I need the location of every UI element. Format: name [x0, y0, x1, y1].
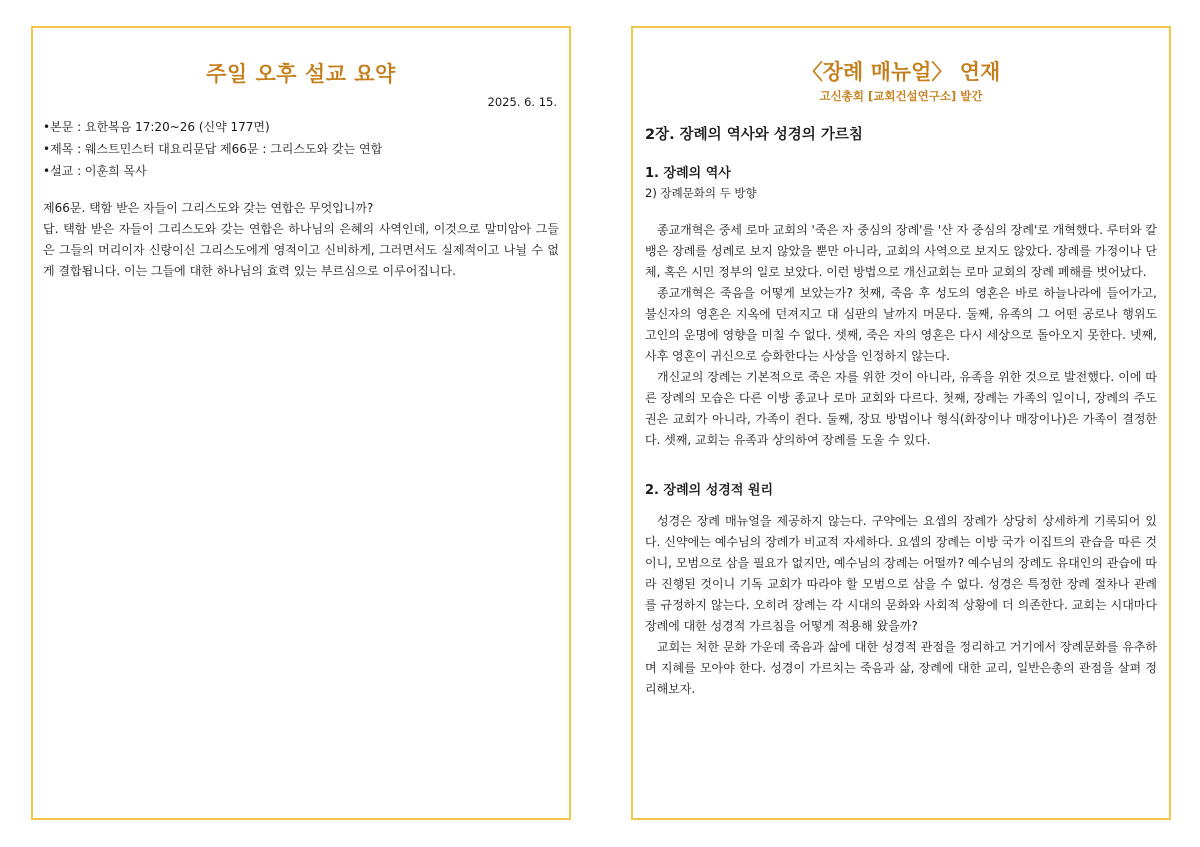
sermon-date: 2025. 6. 15. — [487, 95, 557, 109]
funeral-manual-title: 〈장례 매뉴얼〉 연재 — [801, 60, 1001, 84]
section-1-paragraph: 종교개혁은 중세 로마 교회의 '죽은 자 중심의 장례'를 '산 자 중심의 장례'로 개혁했다. 루터와 칼뱅은 장례를 성례로 보지 않았을 뿐만 아니라, 교회의 사역으로 보지도 않았다. 장례를 가정이나 단체, 혹은 시민 정부의 일로 보았다. 이런 방법으로 개신교회는 로마 교회의 장례 폐해를 벗어났다. — [645, 223, 1157, 279]
sermon-subject: •제목 : 웨스트민스터 대요리문답 제66문 : 그리스도와 갖는 연합 — [43, 142, 383, 156]
catechism-qa — [43, 198, 559, 282]
sermon-scripture: •본문 : 요한복음 17:20~26 (신약 177면) — [43, 120, 270, 134]
section-2-paragraph: 교회는 처한 문화 가운데 죽음과 삶에 대한 성경적 관점을 정리하고 거기에서 장례문화를 유추하며 지혜를 모아야 한다. 성경이 가르치는 죽음과 삶, 장례에 대한 교리, 일반은총의 관점을 살펴 정리해보자. — [645, 640, 1157, 696]
right-page-funeral-manual — [631, 26, 1171, 820]
section-1-paragraph: 개신교의 장례는 기본적으로 죽은 자를 위한 것이 아니라, 유족을 위한 것으로 발전했다. 이에 따른 장례의 모습은 다른 이방 종교나 로마 교회와 다르다. 첫째, 장례는 가족의 일이니, 장례의 주도권은 교회가 아니라, 가족이 쥔다. 둘째, 장묘 방법이나 형식(화장이나 매장이나)은 가족이 결정한다. 셋째, 교회는 유족과 상의하여 장례를 도울 수 있다. — [645, 370, 1157, 447]
sermon-summary-title: 주일 오후 설교 요약 — [206, 62, 396, 86]
left-page-sermon-summary — [31, 26, 571, 820]
chapter-heading: 2장. 장례의 역사와 성경의 가르침 — [645, 127, 863, 143]
funeral-manual-subtitle: 고신총회 [교회건설연구소] 발간 — [819, 89, 983, 103]
section-2-paragraph: 성경은 장례 매뉴얼을 제공하지 않는다. 구약에는 요셉의 장례가 상당히 상세하게 기록되어 있다. 신약에는 예수님의 장례가 비교적 자세하다. 요셉의 장례는 이방 국가 이집트의 관습을 따른 것이니, 모범으로 삼을 필요가 없지만, 예수님의 장례는 어떨까? 예수님의 장례도 유대인의 관습에 따라 진행된 것이니 기독 교회가 따라야 할 모범으로 삼을 수 없다. 성경은 특정한 장례 절차나 관례를 규정하지 않는다. 오히려 장례는 각 시대의 문화와 사회적 상황에 더 의존한다. 교회는 시대마다 장례에 대한 성경적 가르침을 어떻게 적용해 왔을까? — [645, 514, 1157, 633]
section-2-heading: 2. 장례의 성경적 원리 — [645, 483, 774, 498]
section-1-heading: 1. 장례의 역사 — [645, 166, 731, 181]
spacer — [645, 501, 1157, 511]
spacer — [645, 451, 1157, 481]
catechism-answer: 답. 택함 받은 자들이 그리스도와 갖는 연합은 하나님의 은혜의 사역인데, 이것으로 말미암아 그들은 그들의 머리이자 신랑이신 그리스도에게 영적이고 신비하게, 그러면서도 실제적이고 나뉠 수 없게 결합됩니다. 이는 그들에 대한 하나님의 효력 있는 부르심으로 이루어집니다. — [43, 222, 559, 278]
section-1-paragraph: 종교개혁은 죽음을 어떻게 보았는가? 첫째, 죽음 후 성도의 영혼은 바로 하늘나라에 들어가고, 불신자의 영혼은 지옥에 던져지고 대 심판의 날까지 머문다. 둘째, 유족의 그 어떤 공로나 행위도 고인의 운명에 영향을 미칠 수 없다. 셋째, 죽은 자의 영혼은 다시 세상으로 돌아오지 못한다. 넷째, 사후 영혼이 귀신으로 승화한다는 사상을 인정하지 않는다. — [645, 286, 1157, 363]
sermon-preacher: •설교 : 이훈희 목사 — [43, 164, 147, 178]
catechism-question: 제66문. 택함 받은 자들이 그리스도와 갖는 연합은 무엇입니까? — [43, 201, 374, 215]
section-1-subheading: 2) 장례문화의 두 방향 — [645, 186, 757, 200]
funeral-manual-content — [645, 124, 1157, 700]
sermon-meta — [43, 116, 382, 182]
